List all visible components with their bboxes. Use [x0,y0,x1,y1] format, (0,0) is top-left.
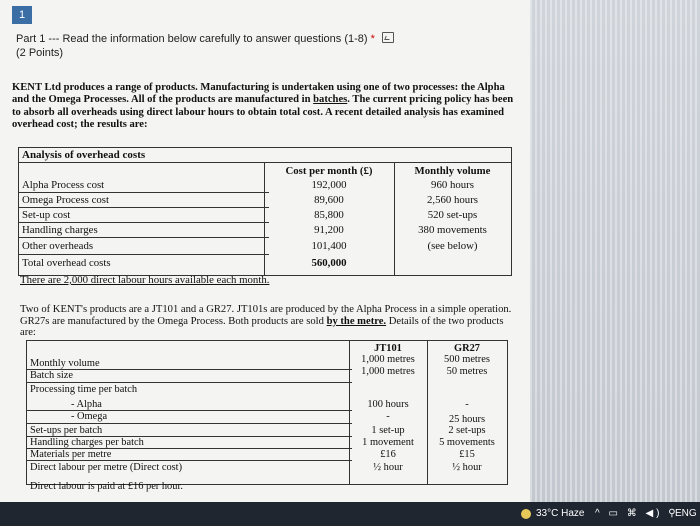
row-jt101: 1,000 metres [361,366,415,377]
row-gr27: ½ hour [452,462,482,473]
labour-hours-note: There are 2,000 direct labour hours available each month. [20,274,270,286]
row-jt101: - [386,411,390,422]
table-row [27,366,507,381]
row-label: Handling charges [22,224,98,236]
table-row [19,224,511,237]
table-row [19,179,511,192]
jt101-column-header: JT101 [374,343,402,354]
row-label: Total overhead costs [22,257,111,269]
row-jt101: 100 hours [367,399,409,410]
background-panel [530,0,700,502]
question-title [16,32,394,45]
table-row [27,437,507,448]
row-label: Handling charges per batch [30,437,144,448]
row-gr27: 25 hours [448,414,486,425]
row-label: - Alpha [71,399,102,410]
row-cost: 101,400 [311,240,347,252]
weather-icon[interactable] [521,509,531,519]
row-jt101: 1 movement [362,437,414,448]
row-volume: (see below) [427,240,478,252]
table-row [27,462,507,473]
row-gr27: 2 set-ups [448,425,486,436]
weather-text[interactable]: 33°C Haze [536,508,585,519]
row-volume: 960 hours [431,179,474,191]
row-divider [19,222,269,223]
intro-batches: batches [313,94,348,106]
table-row [19,209,511,222]
row-gr27: 5 movements [439,437,495,448]
overheads-heading: Analysis of overhead costs [19,148,511,163]
row-jt101: 1 set-up [371,425,405,436]
image-icon[interactable] [382,32,394,43]
required-mark: * [370,33,375,45]
gr27-column-header: GR27 [454,343,480,354]
row-label: Set-up cost [22,209,71,221]
intro-paragraph [12,82,517,132]
table-row [27,425,507,436]
cost-column-header: Cost per month (£) [285,165,373,177]
row-divider [27,460,352,461]
row-jt101: £16 [380,449,396,460]
row-label: Processing time per batch [30,384,138,395]
labour-rate-note: Direct labour is paid at £16 per hour. [30,481,183,492]
row-divider [19,207,269,208]
products-intro-text-1: Two of KENT's products are a JT101 and a GR27. JT101s are produced by the Alpha Process in a simple operation. GR27s are manufactured by the Omega Process. Both products are sold [20,304,512,327]
table-row [27,399,507,410]
products-intro [20,304,512,339]
row-volume: 380 movements [418,224,487,236]
taskbar [0,502,700,526]
row-label: Direct labour per metre (Direct cost) [30,462,183,473]
table-row [27,384,507,395]
row-label: Other overheads [22,240,94,252]
row-volume: 2,560 hours [427,194,478,206]
row-cost: 91,200 [314,224,344,236]
row-label: - Omega [71,411,108,422]
question-title-text: Part 1 --- Read the information below carefully to answer questions (1-8) [16,33,368,45]
products-table [26,340,508,485]
row-divider [27,423,352,424]
question-points: (2 Points) [16,47,64,59]
question-number-badge: 1 [12,6,32,24]
row-cost: 560,000 [311,257,347,269]
table-row [27,411,507,425]
table-row [19,240,511,253]
overheads-header-row [19,165,511,178]
row-gr27: 50 metres [446,366,488,377]
products-by-metre: by the metre. [326,315,387,327]
row-label: Omega Process cost [22,194,109,206]
row-label: Alpha Process cost [22,179,105,191]
row-gr27: - [465,399,469,410]
row-jt101: 1,000 metres [361,354,415,365]
row-volume: 520 set-ups [427,209,478,221]
row-label: Materials per metre [30,449,112,460]
row-cost: 192,000 [311,179,347,191]
overheads-table [18,147,512,276]
intro-text-1: KENT Ltd produces a range of products. Manufacturing is undertaken using one of two processes: the Alpha and the Omega Processes. All of the products are manufactured in [12,82,505,106]
row-cost: 85,800 [314,209,344,221]
row-gr27: £15 [459,449,475,460]
table-row [27,449,507,460]
products-header-row [27,343,507,354]
language-indicator[interactable]: ENG [675,508,697,519]
products-intro-text-2: Details of the two products are: [20,315,504,339]
row-label: Batch size [30,370,73,381]
table-row [19,194,511,207]
table-row [19,257,511,270]
row-divider [19,254,269,255]
row-label: Monthly volume [30,358,100,369]
row-divider [27,382,352,383]
row-label: Set-ups per batch [30,425,103,436]
row-divider [19,192,269,193]
system-tray-icons[interactable]: ^ ▭ ⌘ ◀) ⚲ [595,508,679,519]
intro-text-2: . The current pricing policy has been to absorb all overheads using direct labour hours to obtain total cost. A recent detailed analysis has examined overhead cost; the results are: [12,94,514,131]
row-divider [19,237,269,238]
row-cost: 89,600 [314,194,344,206]
volume-column-header: Monthly volume [414,165,491,177]
row-gr27: 500 metres [444,354,490,365]
row-jt101: ½ hour [373,462,403,473]
